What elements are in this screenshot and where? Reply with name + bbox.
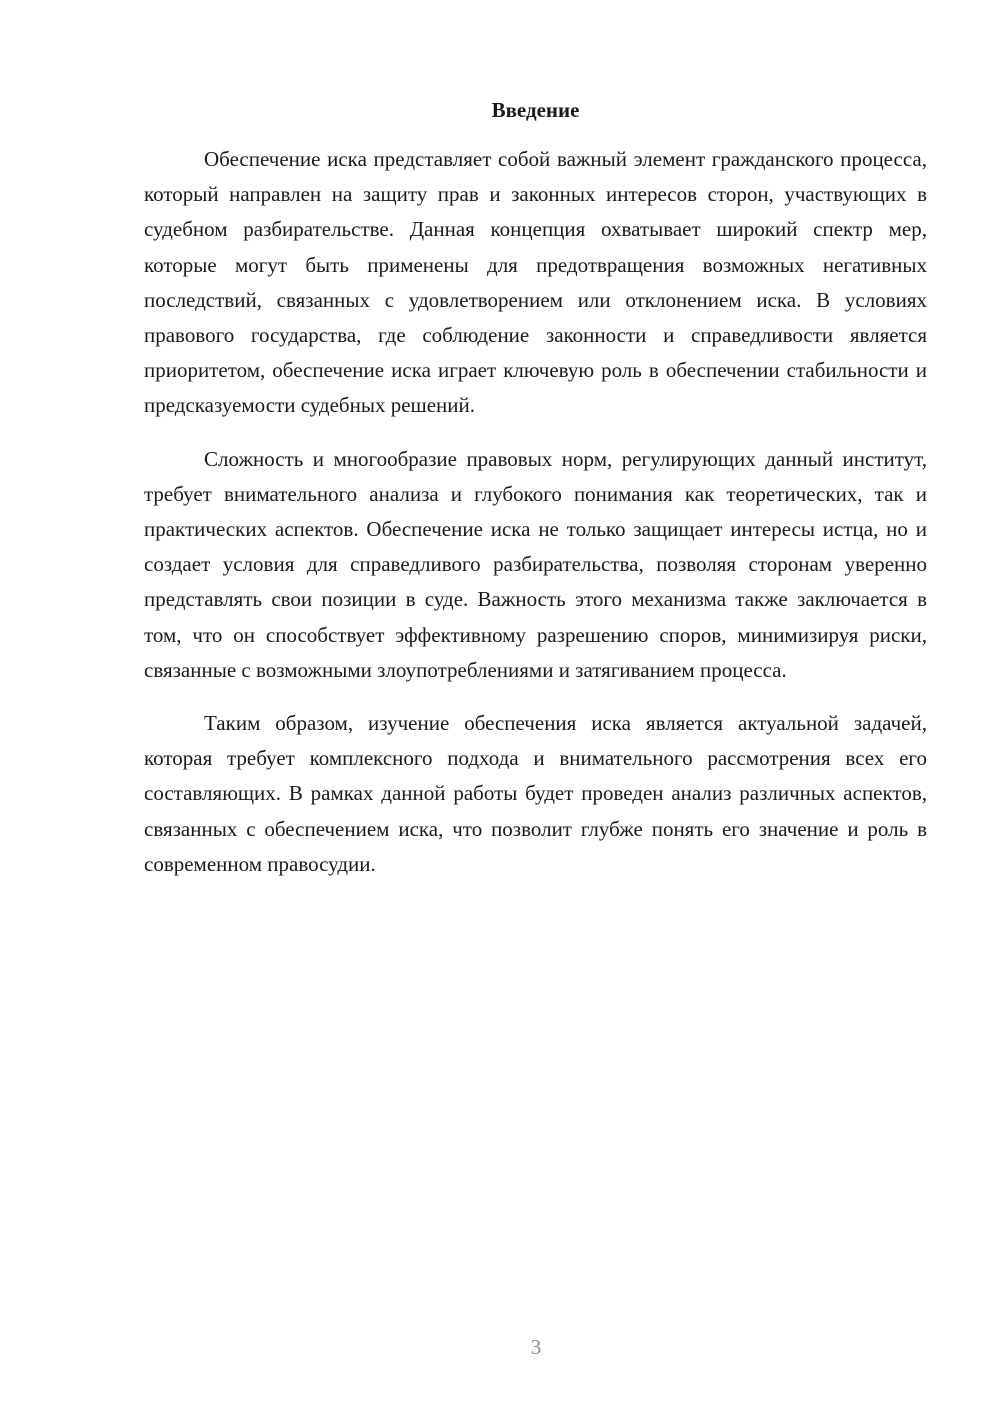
page-number: 3 — [530, 1335, 542, 1359]
paragraph-2: Сложность и многообразие правовых норм, регулирующих данный институт, требует внимательного анализа и глубокого понимания как теоретических, так и практических аспектов. Обеспечение иска не только защищает интересы истца, но и создает условия для справедливого разбирательства, позволяя сторонам уверенно представлять свои позиции в суде. Важность этого механизма также заключается в том, что он способствует эффективному разрешению споров, минимизируя риски, связанные с возможными злоупотреблениями и затягиванием процесса. — [144, 446, 927, 682]
paragraph-3: Таким образом, изучение обеспечения иска является актуальной задачей, которая требует комплексного подхода и внимательного рассмотрения всех его составляющих. В рамках данной работы будет проведен анализ различных аспектов, связанных с обеспечением иска, что позволит глубже понять его значение и роль в современном правосудии. — [144, 711, 927, 876]
paragraph-1: Обеспечение иска представляет собой важный элемент гражданского процесса, который направлен на защиту прав и законных интересов сторон, участвующих в судебном разбирательстве. Данная концепция охватывает широкий спектр мер, которые могут быть применены для предотвращения возможных негативных последствий, связанных с удовлетворением или отклонением иска. В условиях правового государства, где соблюдение законности и справедливости является приоритетом, обеспечение иска играет ключевую роль в обеспечении стабильности и предсказуемости судебных решений. — [144, 147, 927, 418]
section-title: Введение — [491, 98, 580, 122]
page-content — [144, 92, 927, 900]
